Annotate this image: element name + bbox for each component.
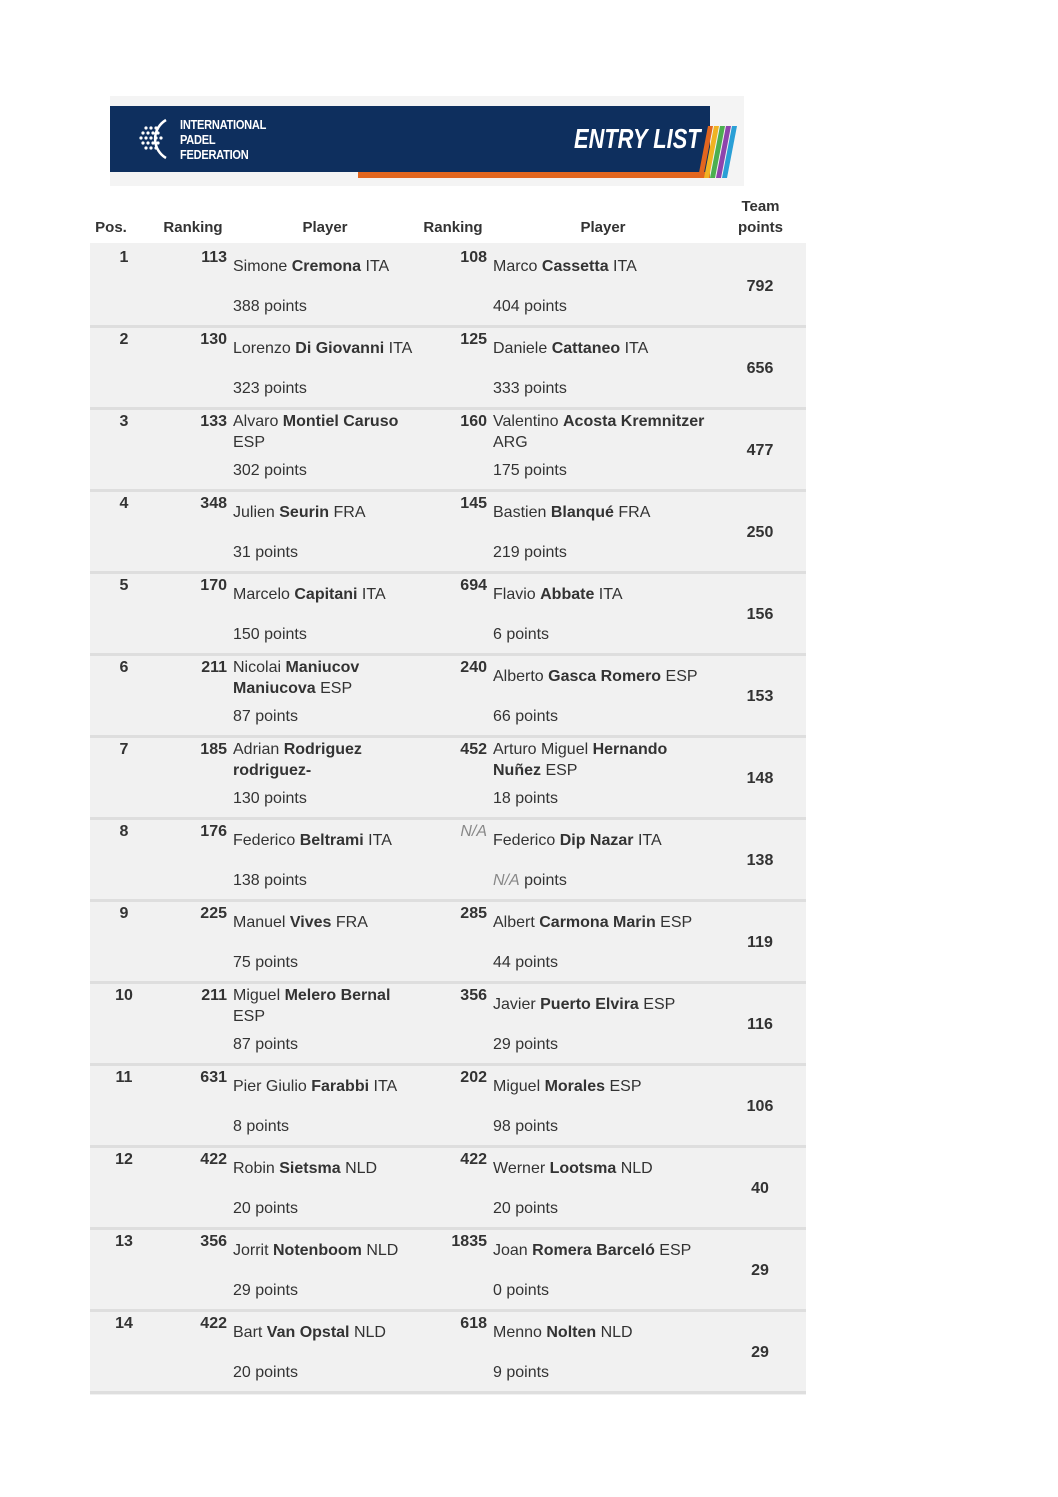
header-ranking-2: Ranking (423, 219, 483, 236)
team-points: 156 (746, 606, 774, 623)
position-number: 14 (115, 1315, 133, 1332)
entry-list-banner (110, 96, 744, 186)
team-points: 656 (746, 360, 774, 377)
table-row (90, 1147, 806, 1229)
player1-points: 87 points (233, 1036, 298, 1053)
player1-ranking: 130 (200, 331, 227, 348)
team-points: 29 (751, 1344, 769, 1361)
last-name: Morales (544, 1078, 606, 1095)
player1-ranking: 170 (200, 577, 227, 594)
team-points: 119 (747, 934, 773, 951)
header-pos: Pos. (95, 219, 127, 236)
player1-ranking: 185 (200, 741, 227, 758)
player1-points: 323 points (233, 380, 307, 397)
last-name: Maniucov Maniucova (233, 659, 360, 697)
country-code: ARG (493, 434, 528, 451)
first-name: Alvaro (233, 413, 283, 430)
country-code: ESP (655, 914, 693, 931)
player2-ranking: 108 (460, 249, 487, 266)
country-code: ESP (605, 1078, 642, 1095)
last-name: Hernando Nuñez (493, 741, 668, 779)
player1-name (233, 338, 413, 359)
player1-name (233, 411, 413, 453)
first-name: Robin (233, 1160, 280, 1177)
country-code: NLD (349, 1324, 386, 1341)
table-row (90, 245, 806, 327)
team-points: 138 (746, 852, 774, 869)
table-row (90, 491, 806, 573)
player2-points (493, 870, 567, 891)
player2-points: 333 points (493, 380, 567, 397)
position-number: 8 (119, 823, 129, 840)
last-name: Abbate (540, 586, 595, 603)
player1-ranking: 631 (200, 1069, 227, 1086)
player2-ranking: 160 (460, 413, 487, 430)
country-code: ITA (384, 340, 413, 357)
first-name: Marcelo (233, 586, 295, 603)
country-code: ITA (361, 258, 390, 275)
country-code: ITA (363, 832, 392, 849)
table-row (90, 655, 806, 737)
player2-name (493, 1240, 708, 1261)
table-row (90, 819, 806, 901)
country-code: NLD (596, 1324, 633, 1341)
player2-ranking: 694 (460, 577, 487, 594)
team-points: 153 (746, 688, 774, 705)
position-number: 11 (115, 1069, 133, 1086)
table-row (90, 573, 806, 655)
team-points: 477 (746, 442, 774, 459)
country-code: ITA (357, 586, 386, 603)
country-code: NLD (616, 1160, 653, 1177)
player2-name (493, 411, 708, 453)
player2-name (493, 830, 708, 851)
player2-ranking: 202 (460, 1069, 487, 1086)
team-points: 250 (746, 524, 774, 541)
team-points: 106 (746, 1098, 774, 1115)
player1-name (233, 657, 413, 699)
player2-name (493, 994, 708, 1015)
player2-ranking: 1835 (451, 1233, 487, 1250)
first-name: Menno (493, 1324, 547, 1341)
player2-name (493, 666, 708, 687)
first-name: Marco (493, 258, 542, 275)
player1-points: 302 points (233, 462, 307, 479)
last-name: Blanqué (550, 504, 614, 521)
first-name: Arturo Miguel (493, 741, 593, 758)
federation-name (180, 117, 266, 162)
player1-points: 130 points (233, 790, 307, 807)
player2-points: 404 points (493, 298, 567, 315)
player1-points: 87 points (233, 708, 298, 725)
table-row (90, 1311, 806, 1393)
player2-name (493, 584, 708, 605)
player1-ranking: 211 (201, 659, 227, 676)
federation-name-line-1: INTERNATIONAL (180, 117, 267, 132)
country-code: ITA (633, 832, 662, 849)
first-name: Jorrit (233, 1242, 273, 1259)
player2-points: 66 points (493, 708, 558, 725)
last-name: Notenboom (273, 1242, 362, 1259)
country-code: ITA (620, 340, 649, 357)
player2-ranking: 618 (460, 1315, 487, 1332)
player1-ranking: 356 (200, 1233, 227, 1250)
first-name: Adrian (233, 741, 284, 758)
last-name: Romera Barceló (532, 1242, 655, 1259)
points-label: points (519, 872, 567, 889)
last-name: Dip Nazar (559, 832, 634, 849)
team-points: 29 (751, 1262, 769, 1279)
federation-name-line-3: FEDERATION (180, 147, 249, 162)
player1-name (233, 985, 413, 1027)
country-code: FRA (331, 914, 368, 931)
first-name: Lorenzo (233, 340, 296, 357)
last-name: Nolten (546, 1324, 597, 1341)
player1-name (233, 502, 413, 523)
position-number: 2 (119, 331, 129, 348)
country-code: ESP (315, 680, 353, 697)
player2-ranking: 125 (460, 331, 487, 348)
team-points: 148 (746, 770, 774, 787)
first-name: Alberto (493, 668, 549, 685)
position-number: 5 (119, 577, 129, 594)
player2-ranking: 145 (460, 495, 487, 512)
player1-points: 388 points (233, 298, 307, 315)
player2-name (493, 739, 708, 781)
player2-ranking: 356 (460, 987, 487, 1004)
table-row (90, 1229, 806, 1311)
last-name: Lootsma (549, 1160, 617, 1177)
team-points: 116 (747, 1016, 773, 1033)
first-name: Flavio (493, 586, 541, 603)
last-name: Van Opstal (266, 1324, 350, 1341)
first-name: Werner (493, 1160, 550, 1177)
table-row (90, 901, 806, 983)
page-title: ENTRY LIST (574, 123, 701, 154)
first-name: Bastien (493, 504, 551, 521)
header-player-2: Player (580, 219, 626, 236)
table-row (90, 1065, 806, 1147)
player2-ranking: 452 (460, 741, 487, 758)
last-name: Di Giovanni (295, 340, 385, 357)
player1-ranking: 211 (201, 987, 227, 1004)
first-name: Nicolai (233, 659, 286, 676)
last-name: Vives (289, 914, 332, 931)
last-name: Cattaneo (551, 340, 621, 357)
padel-federation-logo-icon (136, 116, 172, 162)
player2-ranking: 285 (460, 905, 487, 922)
player1-name (233, 830, 413, 851)
row-separator (90, 1391, 806, 1394)
player1-ranking: 225 (200, 905, 227, 922)
last-name: Gasca Romero (548, 668, 662, 685)
position-number: 12 (115, 1151, 133, 1168)
player1-name (233, 584, 413, 605)
player2-points: 98 points (493, 1118, 558, 1135)
last-name: Seurin (279, 504, 330, 521)
first-name: Valentino (493, 413, 563, 430)
last-name: Cremona (291, 258, 362, 275)
country-code: FRA (329, 504, 366, 521)
player2-ranking: 240 (460, 659, 487, 676)
player1-ranking: 133 (200, 413, 227, 430)
country-code: NLD (340, 1160, 378, 1177)
header-player-1: Player (302, 219, 348, 236)
player1-points: 20 points (233, 1364, 298, 1381)
player2-name (493, 912, 708, 933)
team-points: 792 (746, 278, 774, 295)
player1-name (233, 739, 413, 781)
first-name: Miguel (493, 1078, 545, 1095)
player2-name (493, 1158, 708, 1179)
player2-name (493, 502, 708, 523)
federation-name-line-2: PADEL (180, 132, 216, 147)
country-code: ITA (608, 258, 637, 275)
last-name: Carmona Marin (539, 914, 656, 931)
header-ranking-1: Ranking (163, 219, 223, 236)
position-number: 13 (115, 1233, 133, 1250)
player2-points: 29 points (493, 1036, 558, 1053)
last-name: Montiel Caruso (282, 413, 399, 430)
player2-points: 9 points (493, 1364, 550, 1381)
country-code: ESP (233, 434, 266, 451)
player2-points: 6 points (493, 626, 550, 643)
table-row (90, 737, 806, 819)
color-stripes-graphic (698, 126, 738, 178)
country-code: ESP (654, 1242, 692, 1259)
player1-name (233, 1322, 413, 1343)
last-name: Rodriguez rodriguez- (233, 741, 362, 779)
position-number: 1 (119, 249, 129, 266)
player2-name (493, 1076, 708, 1097)
table-row (90, 327, 806, 409)
table-row (90, 983, 806, 1065)
first-name: Bart (233, 1324, 267, 1341)
last-name: Acosta Kremnitzer (562, 413, 705, 430)
team-points: 40 (751, 1180, 769, 1197)
player2-ranking: 422 (460, 1151, 487, 1168)
last-name: Capitani (294, 586, 358, 603)
table-row (90, 409, 806, 491)
player1-name (233, 256, 413, 277)
position-number: 6 (119, 659, 129, 676)
player1-ranking: 113 (201, 249, 227, 266)
position-number: 7 (119, 741, 129, 758)
position-number: 4 (119, 495, 129, 512)
first-name: Pier Giulio (233, 1078, 312, 1095)
player2-name (493, 338, 708, 359)
position-number: 10 (115, 987, 133, 1004)
last-name: Puerto Elvira (540, 996, 639, 1013)
header-team-line-2: points (738, 219, 783, 236)
position-number: 9 (119, 905, 129, 922)
country-code: ITA (594, 586, 623, 603)
first-name: Federico (493, 832, 560, 849)
player1-points: 29 points (233, 1282, 298, 1299)
first-name: Miguel (233, 987, 285, 1004)
position-number: 3 (119, 413, 129, 430)
first-name: Albert (493, 914, 540, 931)
last-name: Cassetta (541, 258, 609, 275)
first-name: Manuel (233, 914, 290, 931)
player2-name (493, 256, 708, 277)
player1-ranking: 176 (200, 823, 227, 840)
header-team-points (715, 196, 806, 238)
player1-name (233, 1076, 413, 1097)
first-name: Simone (233, 258, 292, 275)
player2-ranking: N/A (460, 823, 487, 840)
player1-ranking: 422 (200, 1151, 227, 1168)
player2-points: 20 points (493, 1200, 558, 1217)
player1-points: 138 points (233, 872, 307, 889)
first-name: Federico (233, 832, 300, 849)
first-name: Javier (493, 996, 541, 1013)
country-code: ESP (638, 996, 676, 1013)
country-code: ESP (661, 668, 698, 685)
first-name: Joan (493, 1242, 533, 1259)
player2-points: 0 points (493, 1282, 550, 1299)
country-code: FRA (613, 504, 651, 521)
last-name: Sietsma (279, 1160, 341, 1177)
player1-points: 75 points (233, 954, 298, 971)
player1-points: 31 points (233, 544, 298, 561)
player1-points: 8 points (233, 1118, 290, 1135)
country-code: ITA (369, 1078, 398, 1095)
player2-points: 44 points (493, 954, 558, 971)
header-team-line-1: Team (741, 198, 780, 215)
last-name: Beltrami (299, 832, 364, 849)
player1-points: 150 points (233, 626, 307, 643)
player1-ranking: 348 (200, 495, 227, 512)
player1-points: 20 points (233, 1200, 298, 1217)
player2-points: 219 points (493, 544, 567, 561)
banner-accent-stripe (358, 172, 710, 178)
player1-name (233, 912, 413, 933)
points-na: N/A (493, 872, 520, 889)
player2-name (493, 1322, 708, 1343)
country-code: ESP (541, 762, 578, 779)
player1-name (233, 1240, 413, 1261)
player1-ranking: 422 (200, 1315, 227, 1332)
player2-points: 18 points (493, 790, 558, 807)
country-code: ESP (233, 1008, 266, 1025)
last-name: Melero Bernal (284, 987, 391, 1004)
first-name: Julien (233, 504, 280, 521)
country-code: NLD (361, 1242, 399, 1259)
player2-points: 175 points (493, 462, 567, 479)
last-name: Farabbi (311, 1078, 370, 1095)
player1-name (233, 1158, 413, 1179)
first-name: Daniele (493, 340, 552, 357)
